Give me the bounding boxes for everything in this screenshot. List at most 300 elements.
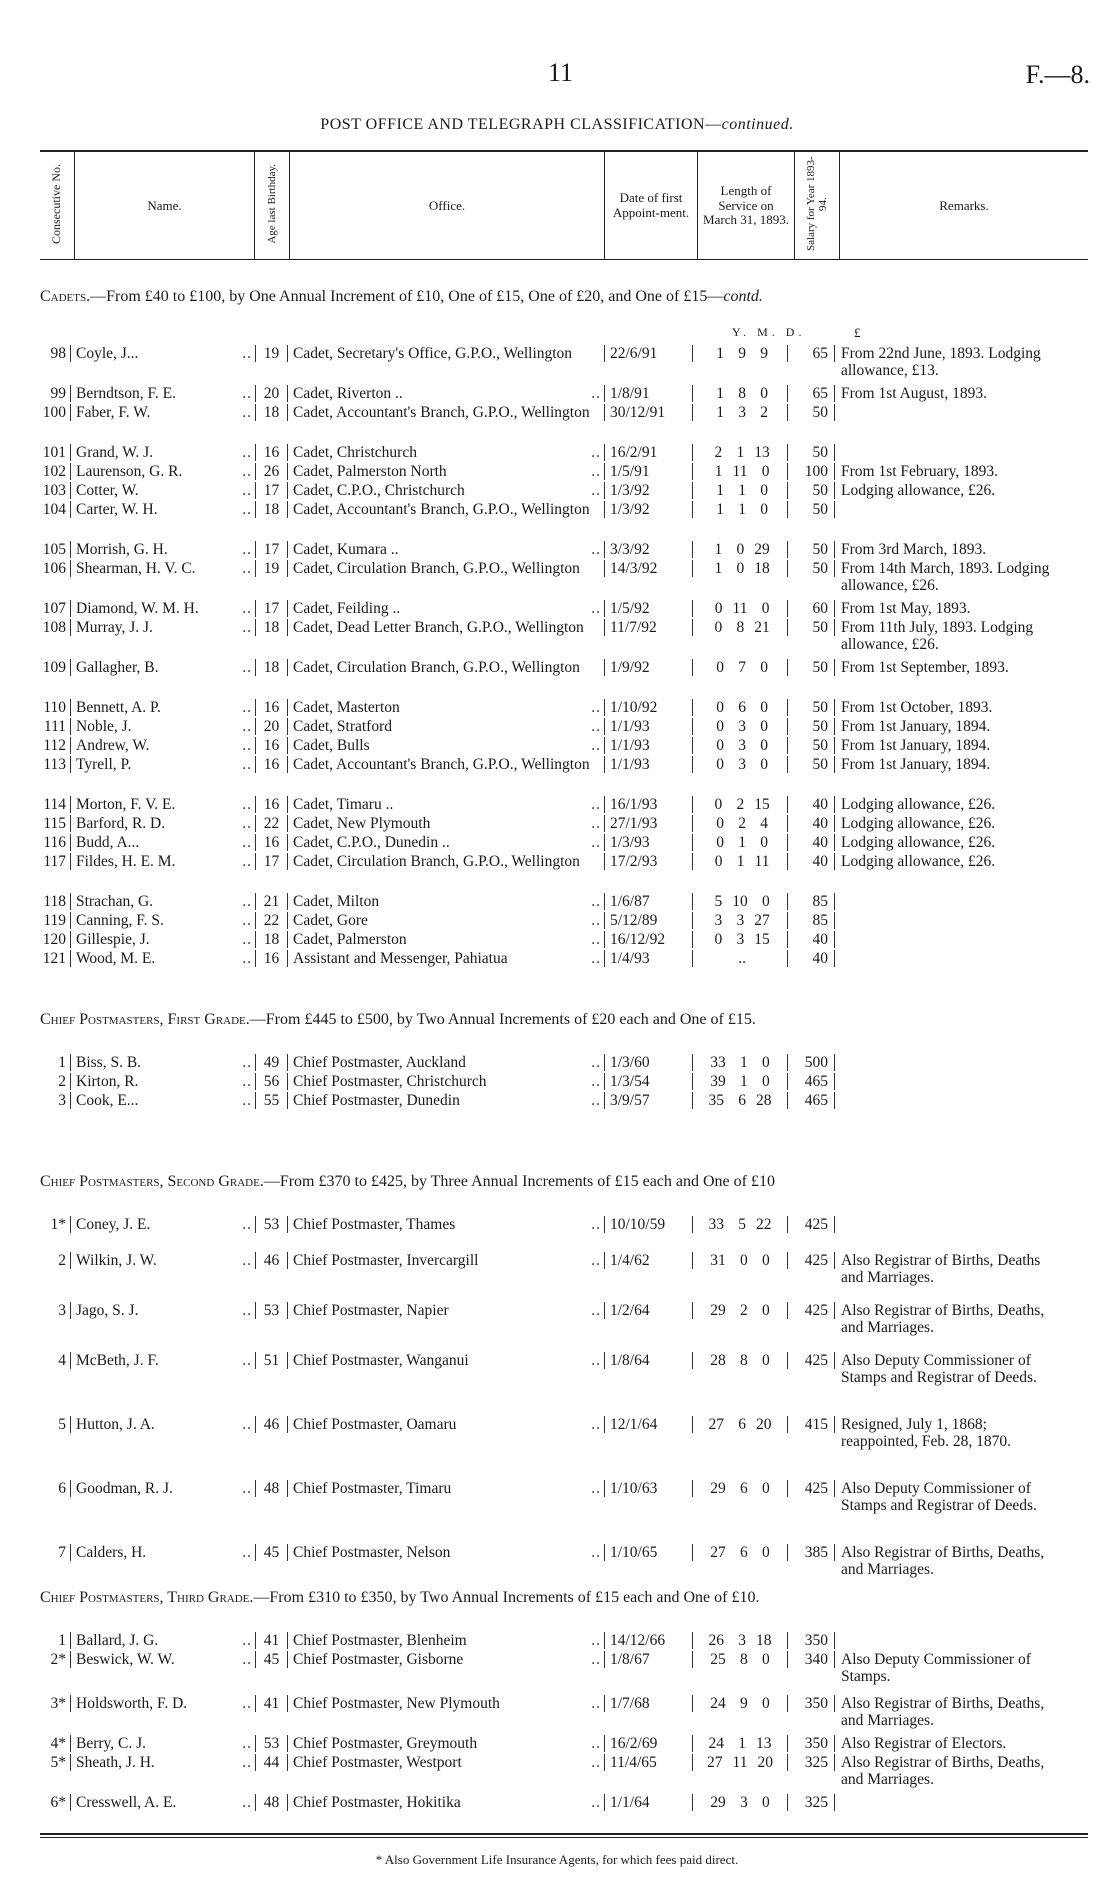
appointment-date: 1/3/93 (604, 834, 692, 851)
office: Cadet, Circulation Branch, G.P.O., Wellington (293, 853, 580, 870)
remarks: Lodging allowance, £26. (841, 834, 996, 851)
salary: 50 (787, 444, 835, 461)
age: 18 (255, 659, 287, 676)
name-cell (70, 560, 255, 577)
service-years: 0 (714, 600, 723, 617)
table-row (30, 1695, 1092, 1735)
service-days: 0 (762, 1352, 770, 1369)
service-months: 9 (740, 1695, 748, 1712)
appointment-date: 1/5/92 (604, 600, 692, 617)
person-name: Wood, M. E. (76, 950, 156, 967)
service-days: 0 (762, 1073, 770, 1090)
section-heading-title: Chief Postmasters, Second Grade. (40, 1173, 264, 1190)
service-days: 0 (760, 834, 768, 851)
table-row (30, 912, 1092, 931)
service-length (692, 756, 787, 773)
person-name: Noble, J. (76, 718, 132, 735)
office-cell (287, 1735, 604, 1752)
person-name: Berry, C. J. (76, 1735, 147, 1752)
service-days: 22 (756, 1216, 772, 1233)
service-length (692, 1416, 787, 1433)
table-row (30, 1352, 1092, 1416)
service-length (692, 950, 787, 967)
name-cell (70, 345, 255, 362)
consecutive-no: 99 (50, 385, 66, 402)
age: 41 (255, 1695, 287, 1712)
office-cell (287, 1480, 604, 1497)
service-length (692, 345, 787, 362)
appointment-date: 1/4/93 (604, 950, 692, 967)
appointment-date: 1/10/92 (604, 699, 692, 716)
salary: 425 (787, 1252, 835, 1269)
name-cell (70, 1695, 255, 1712)
leader-dots: .. (242, 659, 252, 676)
service-days: 0 (762, 1480, 770, 1497)
table-row (30, 385, 1092, 404)
service-months: 1 (738, 1735, 746, 1752)
leader-dots: .. (242, 619, 252, 636)
person-name: McBeth, J. F. (76, 1352, 159, 1369)
leader-dots: .. (242, 1544, 252, 1561)
name-cell (70, 659, 255, 676)
service-months: 1 (738, 482, 746, 499)
consecutive-no: 1 (58, 1632, 66, 1649)
leader-dots: .. (242, 931, 252, 948)
table-row (30, 950, 1092, 969)
service-months: 1 (740, 1054, 748, 1071)
name-cell (70, 737, 255, 754)
office-cell (287, 541, 604, 558)
service-days: 0 (762, 893, 770, 910)
consecutive-no: 2 (58, 1073, 66, 1090)
office: Cadet, Timaru .. (293, 796, 394, 813)
table-row (30, 659, 1092, 699)
appointment-date: 16/12/92 (604, 931, 692, 948)
service-years: 0 (716, 834, 724, 851)
col-salary: Salary for Year 1893-94. (795, 151, 840, 260)
office: Cadet, Milton (293, 893, 380, 910)
office: Cadet, Accountant's Branch, G.P.O., Wellington (293, 404, 590, 421)
age: 21 (255, 893, 287, 910)
section-heading-scale: —From £40 to £100, by One Annual Increment of £10, One of £15, One of £20, and One of £15— (90, 288, 724, 305)
consecutive-no: 112 (43, 737, 66, 754)
col-date: Date of first Appoint-ment. (605, 151, 698, 260)
service-days: 0 (760, 718, 768, 735)
service-days: 27 (754, 912, 770, 929)
appointment-date: 1/10/63 (604, 1480, 692, 1497)
age: 16 (255, 756, 287, 773)
person-name: Sheath, J. H. (76, 1754, 155, 1771)
service-years: 0 (716, 659, 724, 676)
person-name: Cook, E... (76, 1092, 139, 1109)
office-cell (287, 853, 604, 870)
appointment-date: 1/6/87 (604, 893, 692, 910)
leader-dots: .. (242, 737, 252, 754)
service-length (692, 718, 787, 735)
service-months: 3 (738, 756, 746, 773)
appointment-date: 5/12/89 (604, 912, 692, 929)
person-name: Beswick, W. W. (76, 1651, 175, 1668)
service-days: 15 (754, 931, 770, 948)
office: Assistant and Messenger, Pahiatua (293, 950, 508, 967)
office: Cadet, Stratford (293, 718, 393, 735)
salary: 385 (787, 1544, 835, 1561)
appointment-date: 3/3/92 (604, 541, 692, 558)
service-days: 15 (754, 796, 770, 813)
service-years: 3 (714, 912, 723, 929)
office-cell (287, 1216, 604, 1233)
office-cell (287, 1073, 604, 1090)
table-row (30, 834, 1092, 853)
service-months: 6 (738, 1416, 746, 1433)
office: Cadet, C.P.O., Christchurch (293, 482, 465, 499)
consecutive-no: 115 (43, 815, 66, 832)
service-length (692, 1092, 787, 1109)
consecutive-no: 106 (42, 560, 66, 577)
leader-dots: .. (242, 1480, 252, 1497)
service-months: 11 (732, 600, 748, 617)
consecutive-no: 114 (43, 796, 66, 813)
office-cell (287, 600, 604, 617)
leader-dots: .. (242, 482, 252, 499)
age: 44 (255, 1754, 287, 1771)
name-cell (70, 619, 255, 636)
service-days: 0 (760, 737, 768, 754)
name-cell (70, 834, 255, 851)
salary: 350 (787, 1735, 835, 1752)
service-days: 0 (762, 1054, 770, 1071)
service-days: 0 (760, 699, 768, 716)
leader-dots: .. (242, 1794, 252, 1811)
salary: 40 (787, 815, 835, 832)
name-cell (70, 1252, 255, 1269)
service-months: 3 (738, 737, 746, 754)
office: Chief Postmaster, Wanganui (293, 1352, 469, 1369)
service-length (692, 560, 787, 577)
service-years: 1 (716, 501, 724, 518)
service-months: 0 (736, 541, 745, 558)
col-remarks: Remarks. (939, 197, 989, 213)
service-months: 1 (740, 1073, 748, 1090)
remarks: Also Registrar of Births, Deaths, and Marriages. (841, 1695, 1045, 1729)
appointment-date: 16/1/93 (604, 796, 692, 813)
person-name: Andrew, W. (76, 737, 150, 754)
service-days: 0 (760, 501, 768, 518)
bottom-rule (40, 1833, 1088, 1835)
service-length (692, 463, 787, 480)
name-cell (70, 1216, 255, 1233)
leader-dots: .. (242, 1073, 252, 1090)
service-months: 3 (736, 931, 745, 948)
leader-dots: .. (242, 1054, 252, 1071)
consecutive-no: 1 (58, 1054, 66, 1071)
office: Chief Postmaster, New Plymouth (293, 1695, 500, 1712)
leader-dots: .. (591, 463, 601, 480)
leader-dots: .. (242, 385, 252, 402)
age: 18 (255, 619, 287, 636)
leader-dots: .. (242, 853, 252, 870)
age: 16 (255, 444, 287, 461)
salary: 50 (787, 541, 835, 558)
consecutive-no: 6* (50, 1794, 66, 1811)
table-row (30, 1794, 1092, 1824)
remarks: From 22nd June, 1893. Lodging allowance, £13. (841, 345, 1041, 379)
age: 17 (255, 482, 287, 499)
service-days: 0 (762, 1651, 770, 1668)
name-cell (70, 541, 255, 558)
col-consecutive-no: Consecutive No. (40, 151, 75, 260)
leader-dots: .. (591, 1073, 601, 1090)
service-length (692, 815, 787, 832)
age: 48 (255, 1794, 287, 1811)
salary: 425 (787, 1480, 835, 1497)
leader-dots: .. (591, 600, 601, 617)
name-cell (70, 1794, 255, 1811)
service-years: 27 (708, 1416, 724, 1433)
service-length (692, 931, 787, 948)
service-years: 1 (716, 385, 724, 402)
remarks: From 1st January, 1894. (841, 756, 991, 773)
office-cell (287, 699, 604, 716)
salary: 85 (787, 893, 835, 910)
salary: 50 (787, 737, 835, 754)
person-name: Kirton, R. (76, 1073, 139, 1090)
service-years: 1 (716, 404, 724, 421)
service-months: 8 (738, 385, 746, 402)
office: Cadet, Circulation Branch, G.P.O., Wellington (293, 659, 580, 676)
appointment-date: 17/2/93 (604, 853, 692, 870)
leader-dots: .. (242, 718, 252, 735)
table-row (30, 444, 1092, 463)
service-days: 4 (760, 815, 768, 832)
service-years (712, 950, 724, 967)
age: 16 (255, 950, 287, 967)
salary: 425 (787, 1352, 835, 1369)
service-days: 18 (754, 560, 770, 577)
service-length (692, 1651, 787, 1668)
service-days: 0 (762, 1544, 770, 1561)
consecutive-no: 1* (50, 1216, 66, 1233)
service-days (756, 950, 768, 967)
service-years: 0 (716, 756, 724, 773)
leader-dots: .. (242, 815, 252, 832)
office: Chief Postmaster, Westport (293, 1754, 462, 1771)
office-cell (287, 912, 604, 929)
person-name: Biss, S. B. (76, 1054, 142, 1071)
salary: 50 (787, 718, 835, 735)
office: Cadet, Dead Letter Branch, G.P.O., Wellington (293, 619, 584, 636)
person-name: Grand, W. J. (76, 444, 154, 461)
leader-dots: .. (591, 1544, 601, 1561)
table-row (30, 600, 1092, 619)
consecutive-no: 4 (58, 1352, 66, 1369)
appointment-date: 1/4/62 (604, 1252, 692, 1269)
appointment-date: 12/1/64 (604, 1416, 692, 1433)
salary: 50 (787, 756, 835, 773)
leader-dots: .. (591, 1054, 601, 1071)
person-name: Cotter, W. (76, 482, 139, 499)
table-row (30, 1092, 1092, 1111)
office: Cadet, Feilding .. (293, 600, 401, 617)
service-years: 1 (716, 482, 724, 499)
service-years: 35 (708, 1092, 724, 1109)
name-cell (70, 893, 255, 910)
table-row (30, 699, 1092, 718)
office: Chief Postmaster, Christchurch (293, 1073, 487, 1090)
service-length (692, 853, 787, 870)
consecutive-no: 3 (58, 1092, 66, 1109)
leader-dots: .. (242, 893, 252, 910)
consecutive-no: 120 (42, 931, 66, 948)
office: Cadet, Gore (293, 912, 368, 929)
service-months: 8 (736, 619, 745, 636)
age: 26 (255, 463, 287, 480)
remarks: From 1st May, 1893. (841, 600, 971, 617)
person-name: Canning, F. S. (76, 912, 164, 929)
office: Cadet, Palmerston (293, 931, 407, 948)
service-years: 29 (710, 1794, 726, 1811)
appointment-date: 1/1/93 (604, 718, 692, 735)
section-heading-continued: contd. (723, 288, 763, 305)
person-name: Laurenson, G. R. (76, 463, 183, 480)
remarks: From 1st January, 1894. (841, 737, 991, 754)
salary: 50 (787, 659, 835, 676)
service-length (692, 834, 787, 851)
name-cell (70, 1352, 255, 1369)
service-months: .. (738, 950, 746, 967)
leader-dots: .. (242, 796, 252, 813)
table-row (30, 1632, 1092, 1651)
appointment-date: 1/3/92 (604, 501, 692, 518)
age: 17 (255, 541, 287, 558)
service-days: 18 (756, 1632, 772, 1649)
name-cell (70, 756, 255, 773)
consecutive-no: 100 (42, 404, 66, 421)
office: Cadet, New Plymouth (293, 815, 431, 832)
salary: 50 (787, 482, 835, 499)
age: 49 (255, 1054, 287, 1071)
leader-dots: .. (591, 1252, 601, 1269)
service-length (692, 1794, 787, 1811)
consecutive-no: 109 (42, 659, 66, 676)
office-cell (287, 931, 604, 948)
office: Chief Postmaster, Timaru (293, 1480, 452, 1497)
person-name: Hutton, J. A. (76, 1416, 155, 1433)
salary: 65 (787, 385, 835, 402)
person-name: Diamond, W. M. H. (76, 600, 199, 617)
office-cell (287, 385, 604, 402)
service-years: 2 (714, 444, 723, 461)
appointment-date: 30/12/91 (604, 404, 692, 421)
age: 18 (255, 931, 287, 948)
office-cell (287, 1054, 604, 1071)
section-heading (40, 287, 1088, 306)
service-years: 0 (716, 718, 724, 735)
name-cell (70, 1632, 255, 1649)
leader-dots: .. (591, 1695, 601, 1712)
salary: 60 (787, 600, 835, 617)
salary: 40 (787, 834, 835, 851)
name-cell (70, 1735, 255, 1752)
leader-dots: .. (591, 718, 601, 735)
leader-dots: .. (591, 1092, 601, 1109)
service-years: 27 (707, 1754, 723, 1771)
appointment-date: 16/2/69 (604, 1735, 692, 1752)
appointment-date: 1/3/54 (604, 1073, 692, 1090)
age: 22 (255, 912, 287, 929)
service-years: 1 (716, 345, 724, 362)
leader-dots: .. (242, 463, 252, 480)
remarks: Lodging allowance, £26. (841, 796, 996, 813)
office-cell (287, 444, 604, 461)
table-row (30, 853, 1092, 893)
remarks: From 1st August, 1893. (841, 385, 987, 402)
name-cell (70, 1092, 255, 1109)
office: Chief Postmaster, Thames (293, 1216, 456, 1233)
leader-dots: .. (242, 1735, 252, 1752)
name-cell (70, 1651, 255, 1668)
remarks: Also Registrar of Births, Deaths, and Marriages. (841, 1754, 1045, 1788)
table-row (30, 893, 1092, 912)
service-years: 1 (714, 541, 723, 558)
service-years: 0 (714, 619, 723, 636)
consecutive-no: 2* (50, 1651, 66, 1668)
consecutive-no: 2 (58, 1252, 66, 1269)
consecutive-no: 5 (58, 1416, 66, 1433)
section-rows (30, 1054, 1092, 1111)
age: 16 (255, 699, 287, 716)
leader-dots: .. (242, 756, 252, 773)
office: Chief Postmaster, Napier (293, 1302, 449, 1319)
service-days: 2 (760, 404, 768, 421)
service-days: 11 (754, 853, 770, 870)
remarks: Also Registrar of Births, Deaths, and Marriages. (841, 1302, 1045, 1336)
section-heading-scale: —From £370 to £425, by Three Annual Increments of £15 each and One of £10 (263, 1173, 775, 1190)
leader-dots: .. (242, 501, 252, 518)
salary: 50 (787, 560, 835, 577)
table-row (30, 1252, 1092, 1302)
leader-dots: .. (591, 1794, 601, 1811)
page-title: POST OFFICE AND TELEGRAPH CLASSIFICATION—continued. (320, 116, 794, 133)
name-cell (70, 444, 255, 461)
leader-dots: .. (591, 541, 601, 558)
service-length (692, 1735, 787, 1752)
service-length (692, 737, 787, 754)
office-cell (287, 796, 604, 813)
person-name: Carter, W. H. (76, 501, 158, 518)
service-months: 6 (738, 1092, 746, 1109)
remarks: Lodging allowance, £26. (841, 815, 996, 832)
leader-dots: .. (242, 1302, 252, 1319)
service-days: 13 (754, 444, 770, 461)
table-row (30, 718, 1092, 737)
office-cell (287, 619, 604, 636)
consecutive-no: 6 (58, 1480, 66, 1497)
person-name: Faber, F. W. (76, 404, 151, 421)
leader-dots: .. (591, 1480, 601, 1497)
consecutive-no: 116 (43, 834, 66, 851)
salary-unit-label: £ (854, 325, 861, 340)
service-days: 0 (760, 385, 768, 402)
service-days: 0 (761, 600, 770, 617)
age: 18 (255, 501, 287, 518)
salary: 325 (787, 1794, 835, 1811)
service-months: 3 (736, 912, 745, 929)
office-cell (287, 560, 604, 577)
leader-dots: .. (591, 1216, 601, 1233)
person-name: Murray, J. J. (76, 619, 153, 636)
name-cell (70, 796, 255, 813)
